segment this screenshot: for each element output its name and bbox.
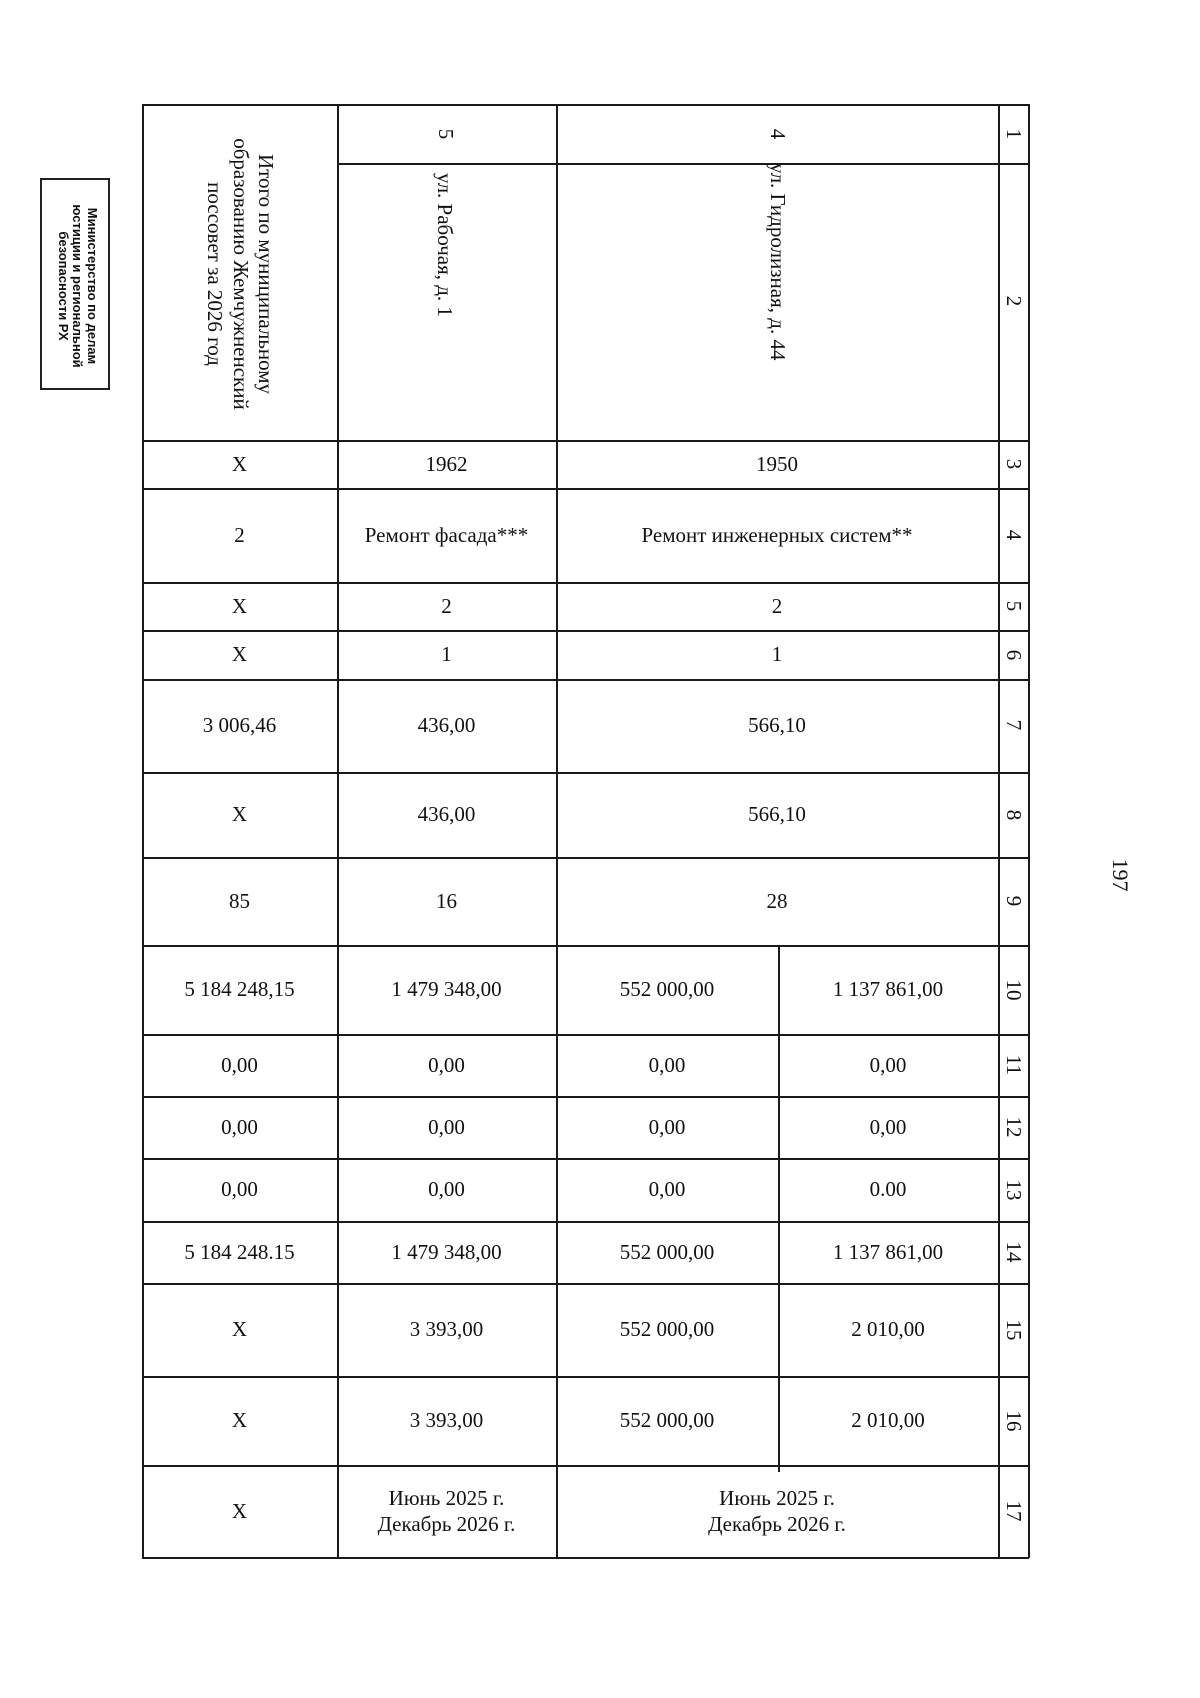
total-c3: Х bbox=[231, 451, 248, 476]
house4-number: 4 bbox=[765, 128, 790, 140]
total-c8: Х bbox=[231, 802, 248, 827]
total-c4: 2 bbox=[234, 522, 245, 547]
house4-c12-b: 0,00 bbox=[869, 1114, 907, 1139]
house4-c9: 28 bbox=[766, 888, 788, 913]
house5-c17: Июнь 2025 г. Декабрь 2026 г. bbox=[377, 1485, 516, 1536]
house4-c13-a: 0,00 bbox=[648, 1177, 686, 1202]
column-number: 4 bbox=[1001, 529, 1026, 541]
house4-c16-b: 2 010,00 bbox=[851, 1408, 925, 1433]
house5-address: ул. Рабочая, д. 1 bbox=[432, 173, 457, 317]
house5-c16: 3 393,00 bbox=[409, 1408, 484, 1433]
house5-c11: 0,00 bbox=[428, 1052, 465, 1077]
column-number: 12 bbox=[1001, 1116, 1026, 1138]
house4-c15-a: 552 000,00 bbox=[619, 1317, 715, 1342]
column-number: 9 bbox=[1001, 895, 1026, 907]
total-c14: 5 184 248.15 bbox=[184, 1239, 295, 1264]
column-number: 1 bbox=[1001, 128, 1026, 140]
house4-c12-a: 0,00 bbox=[648, 1114, 686, 1139]
house5-c9: 16 bbox=[436, 888, 457, 913]
column-number: 13 bbox=[1001, 1179, 1026, 1201]
table-border-right bbox=[1028, 104, 1030, 1558]
table-border-top bbox=[142, 104, 1029, 106]
total-c15: Х bbox=[231, 1317, 248, 1342]
total-c6: Х bbox=[231, 642, 248, 667]
house5-c6: 1 bbox=[441, 642, 452, 667]
column-number: 10 bbox=[1001, 979, 1026, 1001]
house5-c10: 1 479 348,00 bbox=[391, 977, 502, 1002]
house5-c12: 0,00 bbox=[428, 1114, 465, 1139]
house5-c8: 436,00 bbox=[417, 802, 476, 827]
house4-year: 1950 bbox=[756, 451, 798, 476]
house5-c5: 2 bbox=[441, 593, 452, 618]
total-c13: 0,00 bbox=[221, 1177, 258, 1202]
house5-year: 1962 bbox=[425, 451, 468, 476]
house5-c14: 1 479 348,00 bbox=[391, 1239, 502, 1264]
column-number: 5 bbox=[1001, 600, 1026, 612]
column-number: 16 bbox=[1001, 1410, 1026, 1432]
house4-c5: 2 bbox=[771, 593, 783, 618]
total-c12: 0,00 bbox=[221, 1114, 258, 1139]
total-c5: Х bbox=[231, 593, 248, 618]
house4-c13-b: 0.00 bbox=[869, 1177, 907, 1202]
column-number: 17 bbox=[1001, 1500, 1026, 1522]
house4-c14-b: 1 137 861,00 bbox=[832, 1239, 944, 1264]
house4-c8: 566,10 bbox=[748, 802, 806, 827]
total-c16: Х bbox=[231, 1408, 248, 1433]
house4-address: ул. Гидролизная, д. 44 bbox=[765, 163, 790, 361]
house4-c6: 1 bbox=[771, 642, 783, 667]
total-c7: 3 006,46 bbox=[202, 713, 277, 738]
house5-c13: 0,00 bbox=[428, 1177, 465, 1202]
house4-c17: Июнь 2025 г. Декабрь 2026 г. bbox=[708, 1485, 846, 1536]
house5-number: 5 bbox=[433, 128, 458, 140]
house4-c10-a: 552 000,00 bbox=[619, 977, 715, 1002]
house4-c10-b: 1 137 861,00 bbox=[832, 977, 944, 1002]
column-number: 15 bbox=[1001, 1319, 1026, 1341]
total-c10: 5 184 248,15 bbox=[184, 977, 295, 1002]
column-number: 11 bbox=[1001, 1054, 1026, 1076]
total-c11: 0,00 bbox=[221, 1052, 258, 1077]
house5-c7: 436,00 bbox=[417, 713, 476, 738]
house4-c15-b: 2 010,00 bbox=[851, 1317, 925, 1342]
house4-work-type: Ремонт инженерных систем** bbox=[641, 522, 913, 547]
total-c17: Х bbox=[231, 1498, 248, 1523]
column-number: 14 bbox=[1001, 1241, 1026, 1263]
column-number: 8 bbox=[1001, 809, 1026, 821]
column-number: 7 bbox=[1001, 719, 1026, 731]
table-border-bottom bbox=[142, 1557, 1029, 1559]
column-number: 3 bbox=[1001, 458, 1026, 470]
row-line-1 bbox=[337, 163, 1028, 165]
total-label: Итого по муниципальному образованию Жемчужненский поссовет за 2026 год bbox=[203, 138, 278, 410]
house5-work-type: Ремонт фасада*** bbox=[364, 522, 529, 547]
house4-c14-a: 552 000,00 bbox=[619, 1239, 715, 1264]
house5-c15: 3 393,00 bbox=[409, 1317, 484, 1342]
column-number: 6 bbox=[1001, 649, 1026, 661]
house4-c7: 566,10 bbox=[748, 713, 806, 738]
stamp-text: Министерство по делам юстиции и региональной безопасности РХ bbox=[55, 204, 101, 368]
house4-c16-a: 552 000,00 bbox=[619, 1408, 715, 1433]
page-number: 197 bbox=[1108, 858, 1134, 892]
house4-c11-a: 0,00 bbox=[648, 1052, 686, 1077]
column-number: 2 bbox=[1001, 295, 1026, 307]
total-c9: 85 bbox=[229, 888, 250, 913]
house4-c11-b: 0,00 bbox=[869, 1052, 907, 1077]
